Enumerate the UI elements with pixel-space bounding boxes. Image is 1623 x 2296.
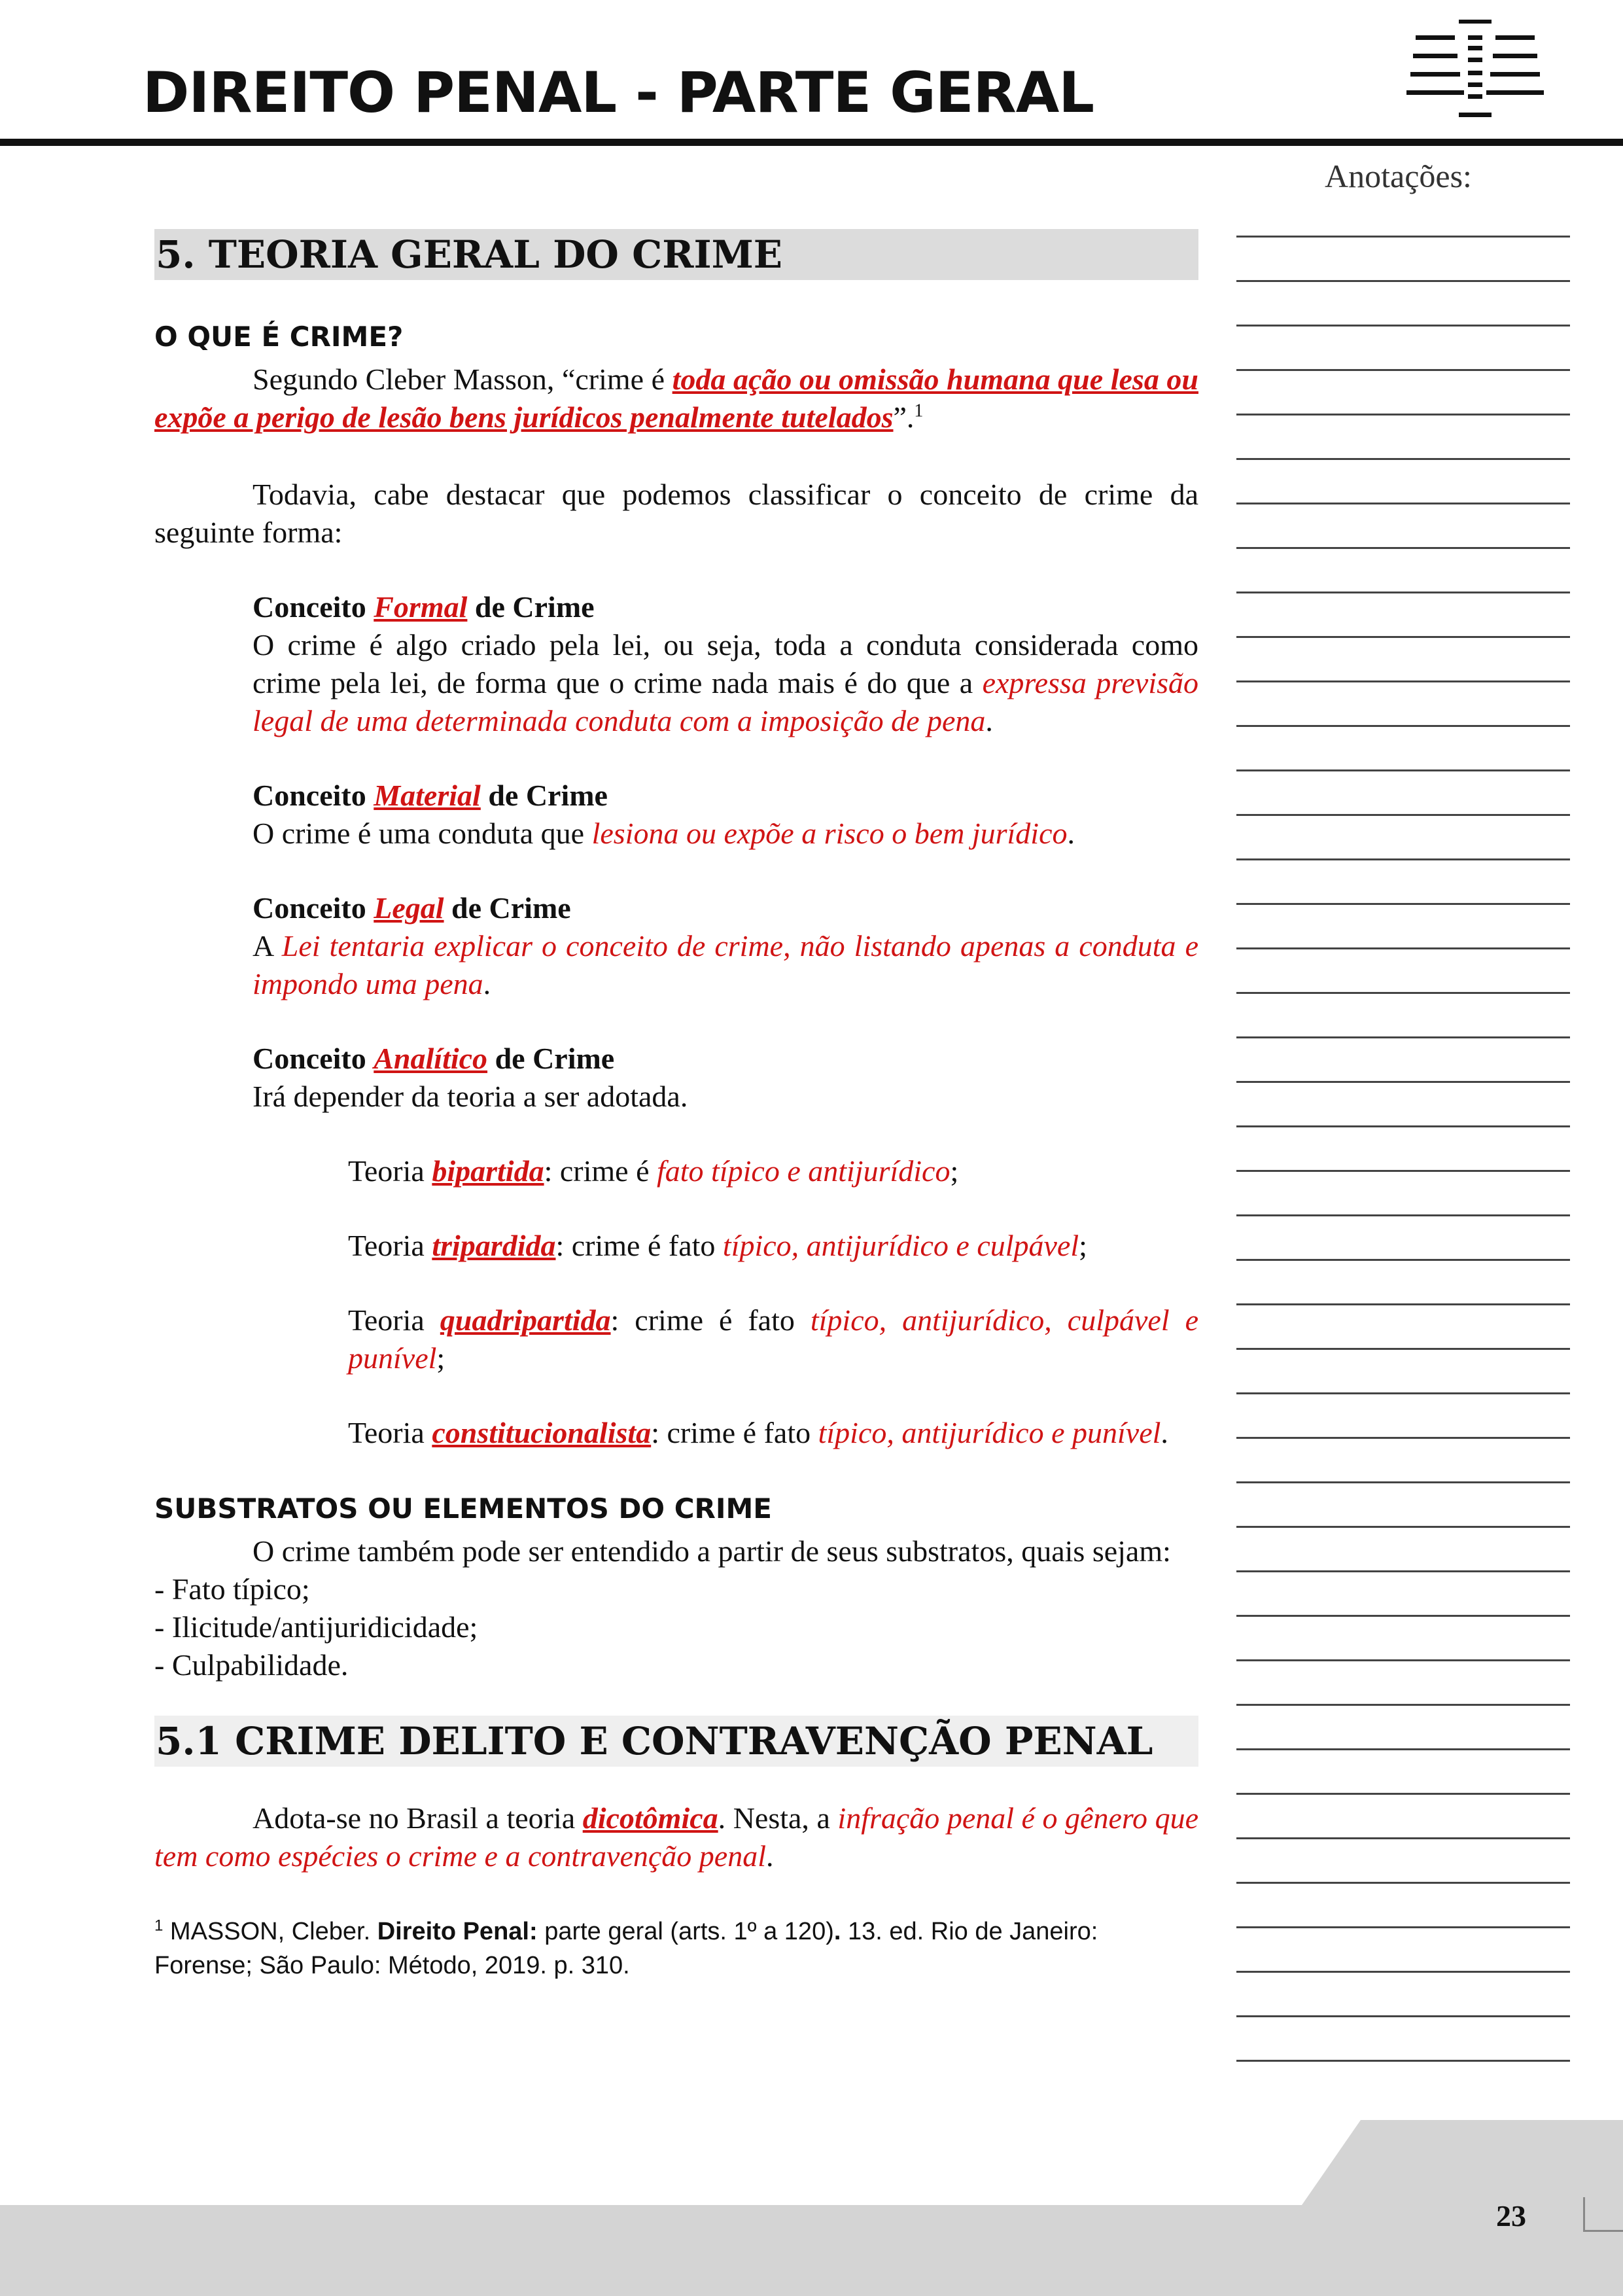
- section-title: 5.1 CRIME DELITO E CONTRAVENÇÃO PENAL: [154, 1716, 1198, 1767]
- footnote-ref[interactable]: 1: [914, 400, 924, 421]
- note-line: [1236, 2015, 1570, 2017]
- notes-title: Anotações:: [1325, 158, 1472, 194]
- note-line: [1236, 592, 1570, 593]
- concept-title: [253, 889, 1198, 927]
- paragraph: [154, 1799, 1198, 1875]
- highlight: lesiona ou expõe a risco o bem jurídico: [591, 817, 1068, 850]
- paragraph: Todavia, cabe destacar que podemos classificar o conceito de crime da seguinte forma:: [154, 478, 1198, 549]
- highlight: dicotômica: [582, 1801, 718, 1835]
- page-number-box: [1583, 2197, 1623, 2232]
- note-line: [1236, 1348, 1570, 1350]
- text: .: [1161, 1416, 1168, 1449]
- scales-logo-icon: [1400, 17, 1550, 122]
- highlight: fato típico e antijurídico: [657, 1154, 951, 1188]
- text: 13. ed. Rio de Janeiro: Forense; São Paulo: Método, 2019. p. 310.: [154, 1918, 1098, 1979]
- page-number: 23: [1496, 2199, 1526, 2233]
- highlight: Analítico: [374, 1042, 488, 1075]
- note-line: [1236, 725, 1570, 727]
- text: Conceito: [253, 779, 374, 812]
- concept-formal: [253, 588, 1198, 740]
- note-line: [1236, 992, 1570, 994]
- list-item: - Ilicitude/antijuridicidade;: [154, 1610, 478, 1644]
- note-line: [1236, 1214, 1570, 1216]
- header-rule: [0, 139, 1623, 146]
- text: Teoria: [348, 1229, 432, 1262]
- concept-title: [253, 1040, 1198, 1078]
- text: ;: [950, 1154, 959, 1188]
- note-line: [1236, 1481, 1570, 1483]
- footer-band: [0, 2205, 1623, 2296]
- note-line: [1236, 1526, 1570, 1528]
- text: .: [766, 1839, 774, 1873]
- text: .: [483, 967, 491, 1000]
- theory-item: [348, 1414, 1198, 1452]
- note-line: [1236, 1882, 1570, 1884]
- text: Teoria: [348, 1416, 432, 1449]
- theory-name: quadripartida: [440, 1303, 611, 1337]
- theories-list: [348, 1152, 1198, 1452]
- note-line: [1236, 1036, 1570, 1038]
- text: .: [833, 1918, 841, 1945]
- concept-material: [253, 777, 1198, 853]
- theory-name: bipartida: [432, 1154, 544, 1188]
- list-item: - Culpabilidade.: [154, 1648, 349, 1682]
- note-line: [1236, 1659, 1570, 1661]
- note-line: [1236, 680, 1570, 682]
- text: de Crime: [444, 891, 571, 925]
- note-line: [1236, 325, 1570, 327]
- text: Teoria: [348, 1154, 432, 1188]
- highlight: expressa previsão legal de uma determinada conduta com a imposição de pena: [253, 666, 1198, 737]
- text: Conceito: [253, 891, 374, 925]
- note-line: [1236, 1125, 1570, 1127]
- note-line: [1236, 1704, 1570, 1706]
- note-line: [1236, 369, 1570, 371]
- footnote-number: 1: [154, 1916, 164, 1935]
- text: Segundo Cleber Masson, “crime é: [253, 362, 672, 396]
- text: A: [253, 929, 282, 963]
- concept-body: [253, 927, 1198, 1003]
- text: .: [1067, 817, 1075, 850]
- text: parte geral (arts. 1º a 120): [537, 1918, 834, 1945]
- subheading: SUBSTRATOS OU ELEMENTOS DO CRIME: [154, 1492, 772, 1525]
- theory-item: [348, 1227, 1198, 1265]
- text: : crime é: [544, 1154, 657, 1188]
- subheading: O QUE É CRIME?: [154, 321, 404, 353]
- text: MASSON, Cleber.: [163, 1918, 377, 1945]
- note-line: [1236, 1303, 1570, 1305]
- highlight: Formal: [374, 590, 468, 624]
- note-line: [1236, 1748, 1570, 1750]
- note-line: [1236, 1392, 1570, 1394]
- highlight: típico, antijurídico e punível: [818, 1416, 1161, 1449]
- concept-title: [253, 777, 1198, 815]
- concept-analitico: [253, 1040, 1198, 1116]
- concept-legal: [253, 889, 1198, 1003]
- concept-body: Irá depender da teoria a ser adotada.: [253, 1080, 688, 1113]
- note-line: [1236, 769, 1570, 771]
- note-line: [1236, 1081, 1570, 1083]
- note-line: [1236, 280, 1570, 282]
- text: .: [985, 704, 993, 737]
- theory-item: [348, 1152, 1198, 1190]
- concept-title: [253, 588, 1198, 626]
- note-line: [1236, 1615, 1570, 1617]
- highlight: típico, antijurídico e culpável: [722, 1229, 1079, 1262]
- text: : crime é fato: [555, 1229, 723, 1262]
- note-line: [1236, 1570, 1570, 1572]
- note-line: [1236, 947, 1570, 949]
- book-title: Direito Penal:: [377, 1918, 538, 1945]
- note-line: [1236, 1259, 1570, 1261]
- theory-name: constitucionalista: [432, 1416, 652, 1449]
- highlight: Material: [374, 779, 481, 812]
- footnote: [154, 1915, 1198, 1983]
- section-title: 5. TEORIA GERAL DO CRIME: [154, 229, 1198, 280]
- concept-body: [253, 815, 1198, 853]
- note-line: [1236, 1437, 1570, 1439]
- text: O crime é uma conduta que: [253, 817, 592, 850]
- list-item: - Fato típico;: [154, 1572, 310, 1606]
- text: ”.: [893, 400, 915, 434]
- main-content: [154, 229, 1198, 1983]
- paragraph: [154, 361, 1198, 436]
- text: de Crime: [467, 590, 595, 624]
- note-line: [1236, 458, 1570, 460]
- header-title: DIREITO PENAL - PARTE GERAL: [143, 60, 1094, 126]
- note-line: [1236, 503, 1570, 504]
- theory-name: tripardida: [432, 1229, 556, 1262]
- text: ;: [436, 1341, 445, 1375]
- note-line: [1236, 547, 1570, 549]
- note-line: [1236, 236, 1570, 238]
- text: . Nesta, a: [718, 1801, 838, 1835]
- text: de Crime: [487, 1042, 615, 1075]
- text: de Crime: [480, 779, 608, 812]
- note-line: [1236, 636, 1570, 638]
- note-line: [1236, 1926, 1570, 1928]
- highlight: típico, antijurídico, culpável e punível: [348, 1303, 1198, 1375]
- concept-body: [253, 626, 1198, 740]
- note-line: [1236, 858, 1570, 860]
- note-line: [1236, 1793, 1570, 1795]
- note-line: [1236, 1170, 1570, 1172]
- note-line: [1236, 1971, 1570, 1973]
- note-line: [1236, 1837, 1570, 1839]
- text: O crime é algo criado pela lei, ou seja, toda a conduta considerada como crime pela lei, de forma que o crime nada mais é do que a: [253, 628, 1198, 699]
- note-line: [1236, 903, 1570, 905]
- note-line: [1236, 414, 1570, 415]
- text: Adota-se no Brasil a teoria: [253, 1801, 583, 1835]
- text: : crime é fato: [610, 1303, 811, 1337]
- highlight: infração penal é o gênero que tem como espécies o crime e a contravenção penal: [154, 1801, 1198, 1873]
- footer-shape: [1302, 2120, 1623, 2205]
- highlight: Lei tentaria explicar o conceito de crime, não listando apenas a conduta e impondo uma pena: [253, 929, 1199, 1000]
- note-line: [1236, 2060, 1570, 2062]
- theory-item: [348, 1301, 1198, 1377]
- highlight: toda ação ou omissão humana que lesa ou expõe a perigo de lesão bens jurídicos penalmente tutelados: [154, 362, 1198, 434]
- highlight: Legal: [374, 891, 444, 925]
- text: Teoria: [348, 1303, 440, 1337]
- text: : crime é fato: [651, 1416, 818, 1449]
- text: ;: [1079, 1229, 1087, 1262]
- text: Conceito: [253, 590, 374, 624]
- paragraph: O crime também pode ser entendido a partir de seus substratos, quais sejam:: [253, 1534, 1171, 1568]
- text: Conceito: [253, 1042, 374, 1075]
- note-line: [1236, 814, 1570, 816]
